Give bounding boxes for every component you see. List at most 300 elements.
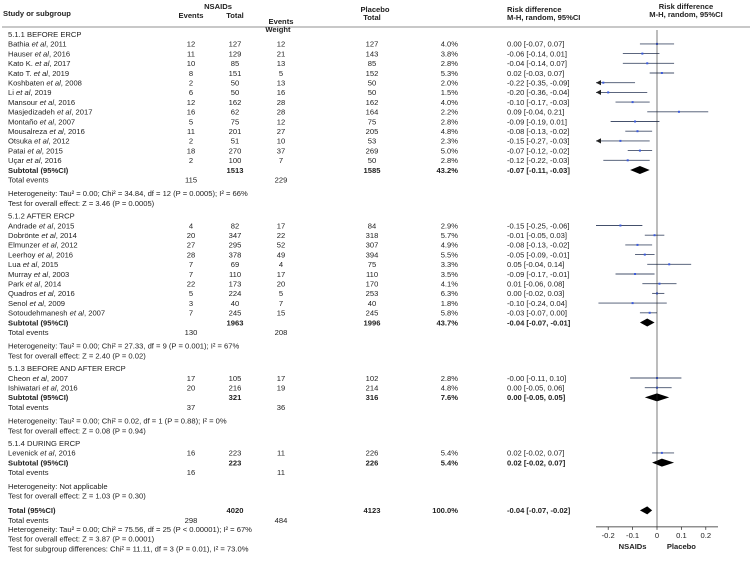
nsaid-events: 17 [186,373,196,383]
total-events-label: Total events [8,402,49,412]
study-year: , 2016 [48,49,71,59]
study-etal: et al [49,127,64,136]
study-name [8,280,61,289]
total-label: Total (95%CI) [8,506,56,516]
study-author: Patai [8,146,28,156]
subtotal-placebo-total: 316 [365,393,379,403]
study-rd: -0.12 [-0.22, -0.03] [507,156,570,166]
placebo-events: 12 [276,39,286,49]
study-author: Dobrönte [8,231,42,240]
nsaid-events: 16 [186,107,196,117]
study-weight: 2.3% [440,136,458,146]
study-year: , 2007 [46,373,68,383]
study-year: , 2012 [48,136,70,146]
nsaid-total: 151 [228,68,242,78]
nsaid-events: 5 [188,117,194,127]
study-rd: 0.00 [-0.05, 0.06] [507,383,565,393]
placebo-events: 28 [276,107,286,117]
nsaid-total: 223 [228,448,242,458]
subtotal-diamond [640,319,655,327]
study-author: Li [8,88,17,98]
placebo-events: 11 [277,448,285,458]
study-weight: 4.8% [440,127,458,136]
study-rd: 0.09 [-0.04, 0.21] [507,107,565,117]
study-author: Quadros [8,289,40,299]
study-name [8,59,71,68]
total-events-nsaid: 16 [186,468,196,478]
nsaid-events: 12 [186,39,196,49]
nsaid-total: 347 [228,231,242,240]
point-estimate [619,140,621,142]
study-etal: et al [39,289,54,299]
nsaid-events: 28 [186,250,196,260]
subtotal-weight: 43.2% [436,165,458,175]
point-estimate [661,72,663,74]
study-etal: et al [34,136,49,146]
header-study: Study or subgroup [3,9,71,18]
study-year: , 2014 [40,279,62,289]
placebo-total: 307 [365,240,379,250]
nsaid-total: 295 [228,240,242,250]
study-weight: 5.0% [440,146,458,156]
study-rd: -0.07 [-0.12, -0.02] [507,146,570,156]
axis-label-right: Placebo [666,541,696,551]
study-year: , 2016 [63,127,85,136]
placebo-total: 205 [365,127,379,136]
ci-arrow-left [596,90,601,95]
study-year: , 2007 [84,308,106,318]
study-name [8,79,82,88]
point-estimate [634,273,636,275]
placebo-total: 84 [367,221,377,231]
study-name [8,270,69,279]
placebo-events: 21 [276,49,286,59]
total-placebo: 4123 [363,506,381,516]
study-name [8,98,75,107]
point-estimate [658,283,660,285]
study-etal: et al [31,39,47,49]
header-rd2-method: M-H, random, 95%CI [649,10,723,19]
study-rd: 0.00 [-0.02, 0.03] [507,289,565,299]
study-rd: -0.03 [-0.07, 0.00] [507,308,567,318]
subtotal-rd: -0.04 [-0.07, -0.01] [507,318,571,328]
study-year: , 2016 [53,289,75,299]
study-weight: 3.3% [440,260,458,270]
nsaid-events: 20 [186,231,196,240]
study-rd: -0.10 [-0.17, -0.03] [507,97,570,107]
point-estimate [627,159,629,161]
study-weight: 4.1% [440,279,458,289]
study-name [8,309,105,318]
study-name [8,231,77,240]
study-name [8,241,78,250]
study-author: Sotoudehmanesh [8,308,70,318]
study-author: Senol [8,298,30,308]
total-events-placebo: 36 [276,402,286,412]
study-etal: et al [22,260,38,270]
study-weight: 3.5% [440,269,458,279]
placebo-events: 17 [276,221,286,231]
placebo-total: 102 [365,373,379,383]
study-etal: et al [40,448,55,458]
subtotal-placebo-total: 1996 [363,318,381,328]
study-weight: 2.2% [440,107,458,117]
placebo-total: 253 [365,289,379,299]
point-estimate [668,263,670,265]
study-weight: 4.8% [440,383,458,393]
ci-arrow-left [596,138,601,143]
nsaid-total: 245 [228,308,242,318]
study-etal: et al [39,97,55,107]
study-weight: 1.5% [440,88,458,98]
placebo-events: 37 [276,146,286,156]
nsaid-events: 3 [188,298,194,308]
subtotal-rd: -0.07 [-0.11, -0.03] [507,165,570,175]
nsaid-total: 110 [228,269,242,279]
study-weight: 2.8% [440,117,458,127]
nsaid-events: 27 [186,240,196,250]
subtotal-placebo-total: 1585 [363,165,381,175]
point-estimate [678,111,680,113]
heterogeneity: Heterogeneity: Tau² = 0.00; Chi² = 34.84, df = 12 (P = 0.0005); I² = 66% [8,189,248,199]
study-etal: et al [39,117,55,127]
grand-total-events-label: Total events [8,515,49,525]
subtotal-rd: 0.00 [-0.05, 0.05] [507,393,566,403]
placebo-events: 22 [276,231,286,240]
study-weight: 2.8% [440,59,458,69]
study-author: Otsuka [8,136,35,146]
placebo-total: 50 [367,88,377,98]
study-etal: et al [29,298,44,308]
study-rd: 0.00 [-0.07, 0.07] [507,39,565,49]
nsaid-total: 40 [230,298,240,308]
study-name [8,374,68,383]
nsaid-total: 85 [230,59,240,69]
overall-effect-test: Test for overall effect: Z = 2.40 (P = 0.02) [8,351,146,361]
nsaid-total: 100 [228,156,242,166]
placebo-events: 5 [278,289,284,299]
study-etal: et al [33,68,48,78]
study-year: , 2012 [56,240,78,250]
placebo-total: 394 [365,250,379,260]
placebo-total: 162 [365,97,379,107]
study-name [8,449,76,458]
subtotal-nsaid-total: 1513 [226,165,244,175]
subtotal-rd: 0.02 [-0.02, 0.07] [507,458,566,468]
header-total-1: Total [226,11,244,20]
placebo-total: 50 [367,78,377,88]
total-events-label: Total events [8,468,49,478]
forest-graph [596,30,718,551]
point-estimate [632,302,634,304]
study-etal: et al [56,107,72,117]
nsaid-total: 62 [230,107,240,117]
study-rd: -0.15 [-0.27, -0.03] [507,136,570,146]
heterogeneity: Heterogeneity: Tau² = 0.00; Chi² = 0.02, df = 1 (P = 0.88); I² = 0% [8,416,227,426]
study-author: Park [8,279,26,289]
placebo-events: 19 [276,383,286,393]
subgroup-title: 5.1.3 BEFORE AND AFTER ERCP [8,364,126,374]
study-weight: 6.3% [440,289,458,299]
study-author: Mansour [8,97,40,107]
study-etal: et al [27,146,42,156]
subtotal-nsaid-total: 1963 [226,318,244,328]
study-weight: 5.7% [440,231,458,240]
study-rd: -0.04 [-0.14, 0.07] [507,59,567,69]
study-weight: 2.0% [440,78,458,88]
x-tick-label: -0.2 [601,530,615,540]
study-rd: 0.01 [-0.06, 0.08] [507,279,565,289]
nsaid-total: 82 [230,221,240,231]
nsaid-total: 105 [228,373,242,383]
study-author: Masjedizadeh [8,107,57,117]
study-name [8,49,70,58]
overall-effect-test: Test for overall effect: Z = 0.08 (P = 0.94) [8,426,146,436]
study-weight: 5.5% [440,250,458,260]
overall-effect-test: Test for overall effect: Z = 1.03 (P = 0.30) [8,491,146,501]
placebo-events: 13 [276,78,286,88]
study-author: Montaño [8,117,40,127]
study-author: Murray [8,269,34,279]
study-weight: 5.3% [440,68,458,78]
subtotal-placebo-total: 226 [365,458,379,468]
study-rd: -0.09 [-0.17, -0.01] [507,269,570,279]
nsaid-total: 216 [228,383,242,393]
nsaid-total: 270 [228,146,242,156]
study-name [8,127,85,136]
placebo-events: 27 [276,127,286,136]
placebo-events: 7 [278,156,284,166]
point-estimate [634,121,636,123]
header-total-2: Total [363,13,381,22]
x-tick-label: -0.1 [626,530,640,540]
subtotal-diamond [630,166,650,174]
nsaid-total: 378 [228,250,242,260]
nsaid-events: 2 [188,136,194,146]
study-name [8,299,65,308]
study-rd: -0.08 [-0.13, -0.02] [507,240,570,250]
study-year: , 2011 [46,39,67,49]
study-year: , 2017 [49,59,71,69]
nsaid-total: 224 [228,289,242,299]
study-name [8,137,70,146]
study-author: Levenick [8,448,41,458]
header-rd: Risk difference [507,5,562,14]
total-diamond [640,506,652,514]
study-rd: -0.00 [-0.11, 0.10] [507,373,567,383]
total-events-placebo: 208 [274,328,288,337]
placebo-events: 49 [276,250,286,260]
placebo-events: 4 [278,260,284,270]
study-etal: et al [38,221,54,231]
nsaid-events: 18 [186,146,196,156]
placebo-total: 214 [365,383,379,393]
study-year: , 2016 [54,97,76,107]
placebo-total: 50 [367,156,377,166]
subtotal-nsaid-total: 321 [228,393,242,403]
point-estimate [619,225,621,227]
study-rd: -0.05 [-0.09, -0.01] [507,250,570,260]
point-estimate [607,91,609,93]
study-rd: -0.15 [-0.25, -0.06] [507,221,570,231]
study-etal: et al [32,373,47,383]
nsaid-total: 127 [228,39,242,49]
placebo-total: 75 [367,260,377,270]
study-year: , 2016 [56,383,78,393]
study-name [8,260,58,269]
study-weight: 3.8% [440,49,458,59]
nsaid-events: 12 [186,97,196,107]
overall-effect-test: Test for overall effect: Z = 3.46 (P = 0.0005) [8,198,155,208]
placebo-events: 17 [276,269,286,279]
header-nsaids: NSAIDs [204,2,232,11]
header-placebo: Placebo [360,5,390,14]
study-author: Bathia [8,39,32,49]
placebo-events: 7 [278,298,284,308]
study-author: Ishiwatari [8,383,43,393]
study-name [8,146,63,155]
total-rd: -0.04 [-0.07, -0.02] [507,506,571,516]
placebo-total: 127 [365,39,379,49]
study-name [8,289,75,298]
x-tick-label: 0.1 [676,530,687,540]
placebo-total: 164 [365,107,379,117]
study-name [8,117,75,126]
study-name [8,40,67,49]
study-year: , 2009 [43,298,66,308]
study-author: Koshbaten [8,78,47,88]
study-rd: -0.09 [-0.19, 0.01] [507,117,567,127]
study-author: Elmunzer [8,240,43,250]
nsaid-events: 5 [188,289,194,299]
study-year: , 2015 [41,146,63,156]
placebo-total: 318 [365,231,379,240]
study-year: , 2017 [71,107,93,117]
study-year: , 2007 [54,117,76,127]
nsaid-events: 11 [187,49,195,59]
study-weight: 2.8% [440,156,458,166]
footer-stat: Test for subgroup differences: Chi² = 11.11, df = 3 (P = 0.01), I² = 73.0% [8,544,249,554]
study-name [8,108,92,117]
nsaid-total: 162 [228,97,242,107]
placebo-events: 16 [276,88,286,98]
subtotal-nsaid-total: 223 [228,458,242,468]
grand-total-events-placebo: 484 [274,515,288,525]
point-estimate [654,234,656,236]
point-estimate [661,452,663,454]
study-author: Cheon [8,373,33,383]
header [3,2,723,34]
point-estimate [602,82,604,84]
study-etal: et al [16,88,31,98]
placebo-events: 5 [278,68,284,78]
placebo-total: 226 [365,448,379,458]
axis-label-left: NSAIDs [618,541,647,551]
study-rd: -0.22 [-0.35, -0.09] [507,78,570,88]
nsaid-total: 69 [230,260,240,270]
placebo-events: 10 [276,136,286,146]
study-weight: 4.9% [440,240,458,250]
study-name [8,69,69,78]
subtotal-weight: 5.4% [440,458,458,468]
header-rd2: Risk difference [658,2,714,11]
nsaid-total: 75 [230,117,240,127]
x-tick-label: 0 [654,530,660,540]
study-etal: et al [46,78,61,88]
placebo-events: 52 [276,240,286,250]
x-tick-label: 0.2 [700,530,712,540]
study-etal: et al [42,240,57,250]
placebo-events: 17 [276,373,286,383]
study-year: , 2016 [54,448,76,458]
subgroup-title: 5.1.4 DURING ERCP [8,439,81,448]
study-author: Uçar [8,156,27,166]
study-rd: 0.02 [-0.02, 0.07] [507,448,565,458]
total-events-nsaid: 115 [184,175,198,185]
study-weight: 5.8% [440,308,458,318]
subtotal-label: Subtotal (95%CI) [8,393,69,403]
study-etal: et al [69,308,84,318]
study-year: , 2014 [55,231,77,240]
table-rows [8,30,571,553]
nsaid-events: 7 [188,269,194,279]
study-name [8,250,73,259]
study-name [8,221,74,230]
total-events-nsaid: 37 [186,402,196,412]
placebo-events: 13 [276,59,286,69]
study-etal: et al [42,383,57,393]
nsaid-events: 4 [188,221,194,231]
total-events-nsaid: 130 [184,328,198,337]
nsaid-total: 51 [230,136,240,146]
study-etal: et al [33,269,49,279]
point-estimate [636,244,638,246]
placebo-total: 143 [365,49,379,59]
study-etal: et al [26,156,41,166]
nsaid-events: 10 [186,59,196,69]
study-year: , 2019 [30,88,52,98]
grand-total-events-nsaid: 298 [184,515,198,525]
nsaid-events: 8 [188,68,194,78]
subtotal-label: Subtotal (95%CI) [8,165,69,175]
footer-stat: Heterogeneity: Tau² = 0.00; Chi² = 75.56, df = 25 (P < 0.00001); I² = 67% [8,524,252,534]
study-rd: -0.01 [-0.05, 0.03] [507,231,567,240]
study-rd: 0.05 [-0.04, 0.14] [507,260,565,270]
header-events-1: Events [178,11,204,20]
nsaid-events: 11 [187,127,195,136]
study-etal: et al [37,250,52,260]
study-author: Kato K. [8,59,36,69]
nsaid-events: 22 [186,279,196,289]
header-rd-method: M-H, random, 95%CI [507,13,581,22]
study-author: Andrade [8,221,39,231]
total-weight: 100.0% [432,506,458,516]
placebo-events: 12 [276,117,286,127]
ci-arrow-left [596,80,601,85]
study-etal: et al [41,231,56,240]
study-year: , 2015 [53,221,75,231]
heterogeneity: Heterogeneity: Tau² = 0.00; Chi² = 27.33, df = 9 (P = 0.001); I² = 67% [8,341,240,351]
point-estimate [639,150,641,152]
study-year: , 2016 [51,250,74,260]
study-weight: 4.0% [440,39,458,49]
study-weight: 2.8% [440,373,458,383]
study-etal: et al [25,279,41,289]
subgroup-title: 5.1.2 AFTER ERCP [8,211,75,221]
point-estimate [646,62,648,64]
nsaid-events: 20 [186,383,196,393]
nsaid-total: 50 [230,88,240,98]
